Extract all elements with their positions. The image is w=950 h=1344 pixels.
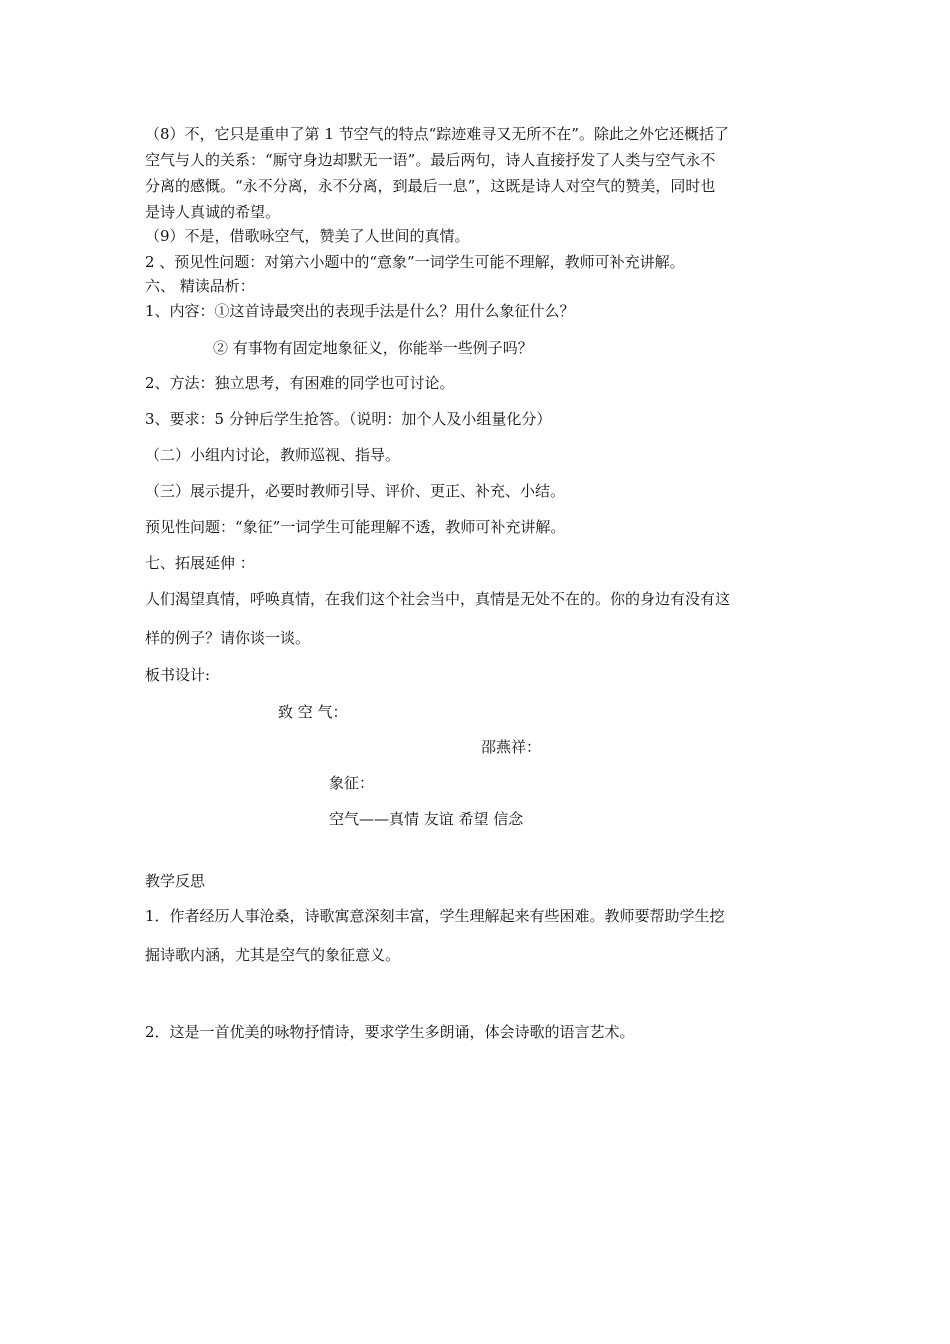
group-discussion: （二）小组内讨论，教师巡视、指导。 xyxy=(145,446,401,464)
board-meaning: 空气——真情 友谊 希望 信念 xyxy=(329,810,524,828)
board-author: 邵燕祥： xyxy=(481,738,542,756)
paragraph-8-line-3: 分离的感慨。“永不分离，永不分离，到最后一息”，这既是诗人对空气的赞美，同时也 xyxy=(145,177,716,195)
method-item: 2、方法：独立思考，有困难的同学也可讨论。 xyxy=(145,374,455,392)
board-design-heading: 板书设计: xyxy=(145,666,211,684)
reflection-heading: 教学反思 xyxy=(145,872,206,890)
board-title: 致 空 气： xyxy=(278,703,348,721)
reflection-2: 2．这是一首优美的咏物抒情诗，要求学生多朗诵，体会诗歌的语言艺术。 xyxy=(145,1023,635,1041)
paragraph-8-line-1: （8）不，它只是重申了第 1 节空气的特点“踪迹难寻又无所不在”。除此之外它还概括了 xyxy=(145,125,729,143)
reflection-1-line-1: 1．作者经历人事沧桑，诗歌寓意深刻丰富，学生理解起来有些困难。教师要帮助学生挖 xyxy=(145,907,725,925)
display-step: （三）展示提升，必要时教师引导、评价、更正、补充、小结。 xyxy=(145,482,566,500)
requirement-item: 3、要求：5 分钟后学生抢答。（说明：加个人及小组量化分） xyxy=(145,410,552,428)
section-7-heading: 七、拓展延伸 ： xyxy=(145,554,255,572)
paragraph-8-line-4: 是诗人真诚的希望。 xyxy=(145,203,281,221)
extend-line-2: 样的例子？请你谈一谈。 xyxy=(145,629,311,647)
content-item-2: ② 有事物有固定地象征义，你能举一些例子吗？ xyxy=(213,339,533,357)
foresee-question-2: 预见性问题：“象征”一词学生可能理解不透，教师可补充讲解。 xyxy=(145,518,566,536)
paragraph-8-line-2: 空气与人的关系：“厮守身边却默无一语”。最后两句，诗人直接抒发了人类与空气永不 xyxy=(145,151,716,169)
reflection-1-line-2: 掘诗歌内涵，尤其是空气的象征意义。 xyxy=(145,946,401,964)
extend-line-1: 人们渴望真情，呼唤真情，在我们这个社会当中，真情是无处不在的。你的身边有没有这 xyxy=(145,590,731,608)
section-6-heading: 六、 精读品析： xyxy=(145,277,255,295)
content-item-1: 1、内容：①这首诗最突出的表现手法是什么？用什么象征什么？ xyxy=(145,302,575,320)
foresee-question-1: 2 、预见性问题：对第六小题中的“意象”一词学生可能不理解，教师可补充讲解。 xyxy=(145,253,685,271)
board-symbol: 象征： xyxy=(329,774,375,792)
paragraph-9: （9）不是，借歌咏空气，赞美了人世间的真情。 xyxy=(145,227,470,245)
